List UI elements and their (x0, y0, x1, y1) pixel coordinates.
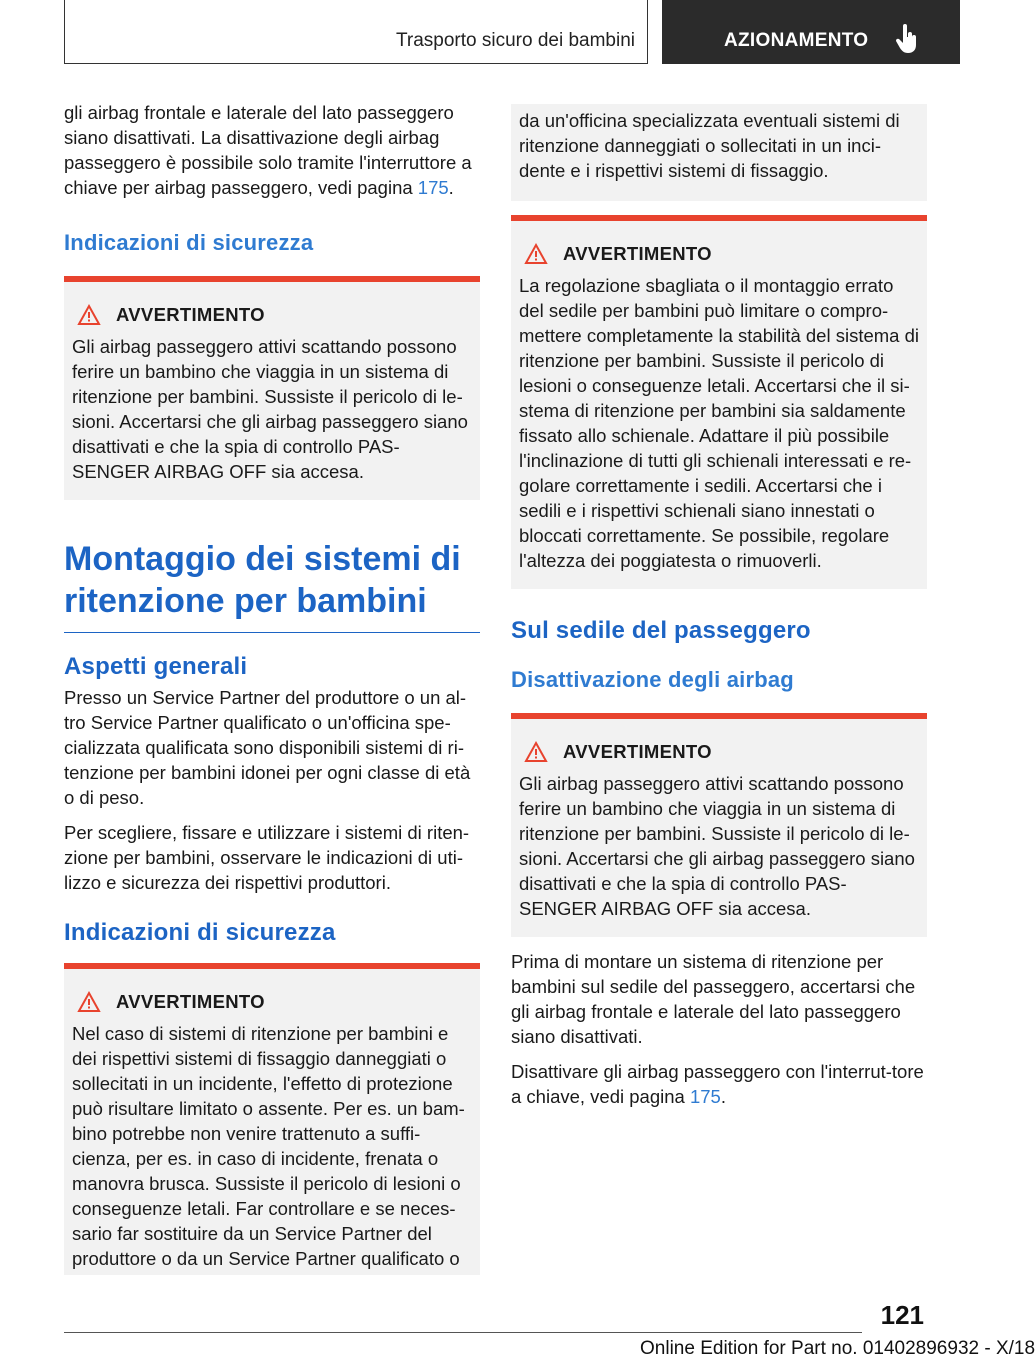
warning-title: AVVERTIMENTO (563, 243, 712, 264)
main-heading: Montaggio dei sistemi di ritenzione per bambini (64, 540, 461, 620)
warning-text: Nel caso di sistemi di ritenzione per bambini e dei rispettivi sistemi di fissaggio danneggiati o sollecitati in un incidente, l'effetto di protezione può risultare limitato o assente. Per es. un bam-bino potrebbe non venire trattenuto a suffi-cienza, per es. in caso di incidente, frenata o manovra brusca. Sussiste il pericolo di lesioni o conseguenze letali. Far controllare e se neces-sario far sostituire da un Service Partner del produttore o da un Service Partner qualificato o (72, 1023, 465, 1269)
safety-heading-1: Indicazioni di sicurezza (64, 230, 314, 255)
footer-rule (64, 1332, 862, 1333)
footer-edition (640, 1338, 1035, 1360)
general-heading: Aspetti generali (64, 653, 248, 680)
passenger-p2-end: . (720, 1086, 726, 1107)
header-section-box (64, 0, 648, 64)
warning-box-2 (64, 963, 480, 1275)
warning-triangle-icon (78, 305, 100, 325)
general-paragraph-2: Per scegliere, fissare e utilizzare i sistemi di riten-zione per bambini, osservare le indicazioni di uti-lizzo e sicurezza dei rispettivi produttori. (64, 822, 470, 893)
passenger-paragraph-1: Prima di montare un sistema di ritenzione per bambini sul sedile del passeggero, accertarsi che gli airbag frontale e laterale del lato passeggero siano disattivati. (511, 951, 916, 1047)
header-chapter-box (662, 0, 960, 64)
continuation-text: da un'officina specializzata eventuali sistemi di ritenzione danneggiati o sollecitati in un inci-dente e i rispettivi sistemi di fissaggio. (519, 110, 900, 181)
hand-pointer-icon (896, 24, 918, 54)
warning-box-1 (64, 276, 480, 500)
header-chapter-title: AZIONAMENTO (724, 30, 869, 51)
warning-box-3 (511, 215, 927, 589)
warning-triangle-icon (525, 244, 547, 264)
page-number: 121 (880, 1300, 924, 1330)
warning-text: La regolazione sbagliata o il montaggio errato del sedile per bambini può limitare o compro-mettere completamente la stabilità del sistema di ritenzione per bambini. Sussiste il pericolo di lesioni o conseguenze letali. Accertarsi che il si-stema di ritenzione per bambini sia saldamente fissato allo schienale. Adattare il più possibile l'inclinazione di tutti gli schienali interessati e re-golare correttamente i sedili. Accertarsi che i sedili e i rispettivi schienali siano innestati o bloccati correttamente. Se possibile, regolare l'altezza dei poggiatesta o rimuoverli. (519, 275, 919, 571)
warning-text: Gli airbag passeggero attivi scattando possono ferire un bambino che viaggia in un sistema di ritenzione per bambini. Sussiste il pericolo di le-sioni. Accertarsi che gli airbag passeggero siano disattivati e che la spia di controllo PAS-SENGER AIRBAG OFF sia accesa. (72, 336, 468, 482)
warning-text: Gli airbag passeggero attivi scattando possono ferire un bambino che viaggia in un sistema di ritenzione per bambini. Sussiste il pericolo di le-sioni. Accertarsi che gli airbag passeggero siano disattivati e che la spia di controllo PAS-SENGER AIRBAG OFF sia accesa. (519, 773, 915, 919)
intro-paragraph (64, 100, 480, 200)
warning-triangle-icon (78, 992, 100, 1012)
right-column (511, 104, 927, 1119)
intro-text: gli airbag frontale e laterale del lato passeggero siano disattivati. La disattivazione degli airbag passeggero è possibile solo tramite l'interruttore a chiave per airbag passeggero, vedi pagina (64, 102, 472, 198)
warning-title: AVVERTIMENTO (116, 991, 265, 1012)
header-section-title: Trasporto sicuro dei bambini (395, 30, 635, 51)
passenger-paragraph-2 (511, 1059, 927, 1109)
page-link-175[interactable]: 175 (417, 177, 449, 198)
warning-title: AVVERTIMENTO (116, 304, 265, 325)
airbag-deactivation-heading: Disattivazione degli airbag (511, 667, 794, 692)
edition-text: Online Edition for Part no. 01402896932 - X/18 (640, 1338, 1035, 1359)
general-paragraph-1: Presso un Service Partner del produttore o un al-tro Service Partner qualificato o un'officina spe-cializzata qualificata sono disponibili sistemi di ri-tenzione per bambini idonei per ogni classe di età o di peso. (64, 687, 471, 808)
passenger-seat-heading: Sul sedile del passeggero (511, 617, 811, 644)
warning-triangle-icon (525, 742, 547, 762)
warning-box-4 (511, 713, 927, 937)
warning-title: AVVERTIMENTO (563, 741, 712, 762)
intro-end: . (448, 177, 454, 198)
warning-continuation (511, 104, 927, 201)
safety-heading-2: Indicazioni di sicurezza (64, 919, 336, 946)
page-link-175[interactable]: 175 (689, 1086, 721, 1107)
left-column (64, 100, 480, 1275)
passenger-p2-text: Disattivare gli airbag passeggero con l'interrut-tore a chiave, vedi pagina (511, 1061, 924, 1107)
